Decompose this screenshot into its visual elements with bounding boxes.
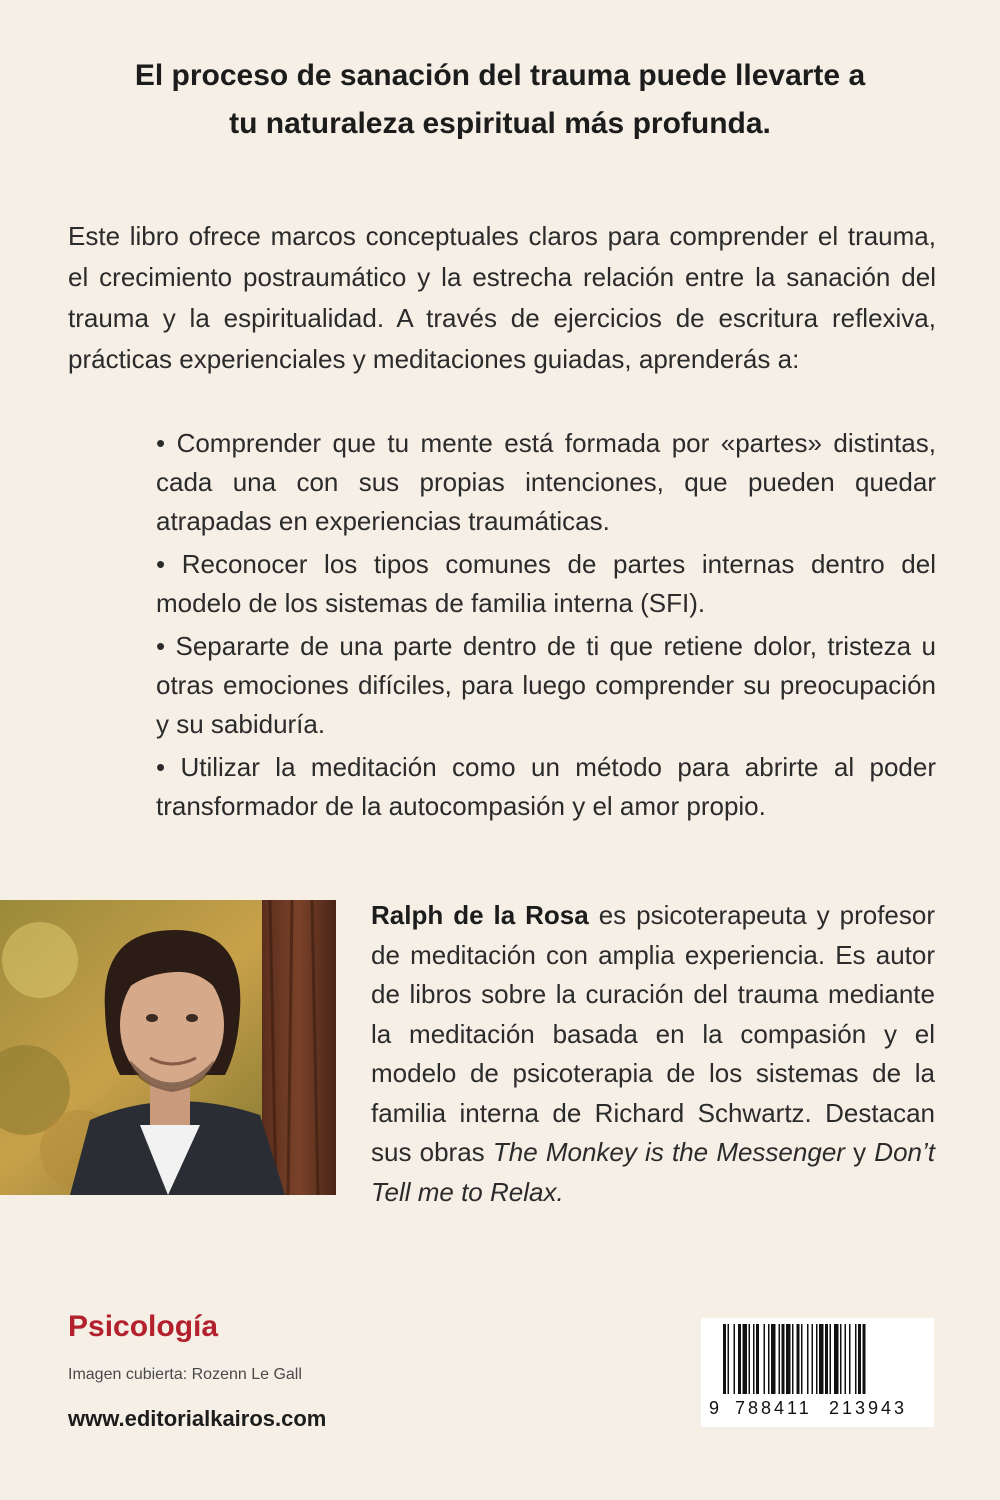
category-label: Psicología — [68, 1310, 219, 1343]
headline-line-2: tu naturaleza espiritual más profunda. — [229, 107, 771, 140]
barcode-bar — [792, 1324, 794, 1394]
book-title: Don’t Tell me to Relax. — [371, 1137, 935, 1207]
headline-line-1: El proceso de sanación del trauma puede llevarte a — [134, 59, 866, 92]
barcode-bar — [728, 1324, 730, 1394]
barcode-bar — [764, 1324, 766, 1394]
barcode-bar — [797, 1324, 800, 1394]
author-name: Ralph de la Rosa — [371, 900, 589, 930]
barcode-bar — [738, 1324, 741, 1394]
barcode-bar — [825, 1324, 828, 1394]
barcode-bar — [816, 1324, 818, 1394]
barcode-bar — [771, 1324, 776, 1394]
barcode-bar — [819, 1324, 824, 1394]
barcode-bar — [858, 1324, 861, 1394]
barcode-bar — [830, 1324, 832, 1394]
barcode-bar — [779, 1324, 781, 1394]
barcode-group-2: 213943 — [829, 1398, 908, 1418]
author-photo — [0, 900, 336, 1195]
barcode-bar — [834, 1324, 839, 1394]
barcode-bar — [749, 1324, 751, 1394]
barcode-bar — [812, 1324, 814, 1394]
bullet-list — [156, 424, 936, 830]
barcode-bar — [756, 1324, 759, 1394]
barcode-lead-digit: 9 — [709, 1398, 720, 1418]
book-title: The Monkey is the Messenger — [492, 1137, 845, 1167]
intro-paragraph: Este libro ofrece marcos conceptuales claros para comprender el trauma, el crecimiento postraumático y la estrecha relación entre la sanación del trauma y la espiritualidad. A través de ejercicios de escritura reflexiva, prácticas experienciales y meditaciones guiadas, aprenderás a: — [68, 221, 936, 374]
barcode-bar — [723, 1324, 726, 1394]
barcode-group-1: 788411 — [735, 1398, 812, 1418]
author-bio — [371, 896, 935, 1212]
barcode-bar — [801, 1324, 803, 1394]
publisher-website: www.editorialkairos.com — [68, 1406, 327, 1431]
barcode-bar — [786, 1324, 791, 1394]
bullet-item: • Comprender que tu mente está formada por «partes» distintas, cada una con sus propias intenciones, que pueden quedar atrapadas en experiencias traumáticas. — [156, 428, 936, 536]
barcode-bar — [743, 1324, 748, 1394]
barcode-bar — [768, 1324, 770, 1394]
bio-connector: y — [844, 1137, 875, 1167]
cover-credit: Imagen cubierta: Rozenn Le Gall — [68, 1366, 302, 1383]
author-bio-text: es psicoterapeuta y profesor de meditación con amplia experiencia. Es autor de libros sobre la curación del trauma mediante la meditación basada en la compasión y el modelo de psicoterapia de los sistemas de la familia interna de Richard Schwartz. Destacan sus obras — [371, 900, 936, 1167]
barcode-bar — [855, 1324, 857, 1394]
barcode-bar — [845, 1324, 847, 1394]
barcode-bar — [734, 1324, 736, 1394]
barcode-bar — [840, 1324, 842, 1394]
barcode-bar — [807, 1324, 809, 1394]
barcode-bar — [753, 1324, 755, 1394]
barcode-bar — [782, 1324, 785, 1394]
bullet-item: • Separarte de una parte dentro de ti que retiene dolor, tristeza u otras emociones difíciles, para luego comprender su preocupación y su sabiduría. — [156, 631, 936, 739]
barcode — [701, 1318, 934, 1427]
headline — [60, 52, 940, 148]
barcode-bar — [849, 1324, 851, 1394]
barcode-digits — [701, 1394, 934, 1424]
barcode-bar — [863, 1324, 866, 1394]
bullet-item: • Reconocer los tipos comunes de partes internas dentro del modelo de los sistemas de familia interna (SFI). — [156, 549, 936, 618]
bullet-item: • Utilizar la meditación como un método para abrirte al poder transformador de la autocompasión y el amor propio. — [156, 752, 936, 821]
